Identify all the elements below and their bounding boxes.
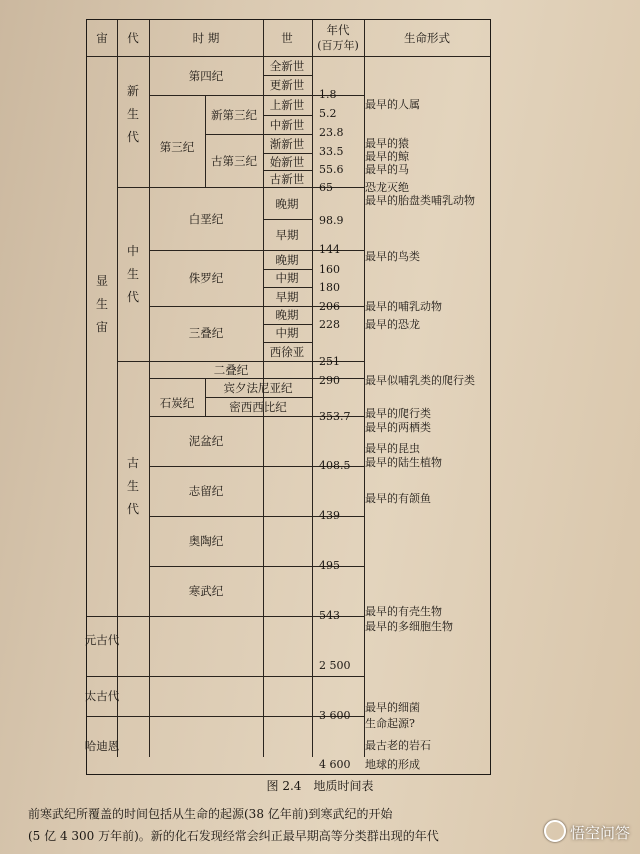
body-text-line: (5 亿 4 300 万年前)。新的化石发现经常会纠正最早期高等分类群出现的年代 <box>28 829 439 843</box>
age-value: 33.5 <box>319 145 344 158</box>
life-entry: 最古老的岩石 <box>365 739 431 752</box>
header-epoch: 世 <box>281 31 293 45</box>
age-value: 55.6 <box>319 163 344 176</box>
period-permian: 二叠纪 <box>213 363 249 377</box>
neogene-boundary <box>205 134 312 135</box>
period-tertiary: 第三纪 <box>159 140 195 154</box>
period-silurian: 志留纪 <box>188 484 224 498</box>
pennsylvanian-boundary <box>205 397 312 398</box>
life-entry: 最早的细菌 <box>365 701 420 714</box>
watermark-text: 悟空问答 <box>569 824 630 842</box>
age-value: 144 <box>319 243 340 256</box>
era-paleozoic: 古生代 <box>126 456 139 516</box>
age-value: 543 <box>319 609 340 622</box>
header-rule <box>87 56 490 57</box>
period-cambrian: 寒武纪 <box>188 584 224 598</box>
age-value: 1.8 <box>319 88 337 101</box>
epoch-miocene: 中新世 <box>269 118 305 132</box>
header-age: 年代 <box>326 23 350 37</box>
period-paleogene: 古第三纪 <box>211 154 257 168</box>
epoch-paleocene: 古新世 <box>269 172 305 186</box>
period-jurassic: 侏罗纪 <box>188 271 224 285</box>
geologic-time-table <box>86 19 491 775</box>
age-value: 65 <box>319 181 333 194</box>
epoch-oligocene: 渐新世 <box>269 137 305 151</box>
age-value: 160 <box>319 263 340 276</box>
period-carboniferous: 石炭纪 <box>159 396 195 410</box>
body-text-line: 前寒武纪所覆盖的时间包括从生命的起源(38 亿年前)到寒武纪的开始 <box>28 807 393 821</box>
life-entry: 恐龙灭绝 <box>365 181 409 194</box>
epoch-pleistocene: 更新世 <box>269 78 305 92</box>
age-value: 206 <box>319 300 340 313</box>
eon-hadean: 哈迪恩 <box>84 739 120 753</box>
age-value: 228 <box>319 318 340 331</box>
epoch-triassic-west: 西徐亚 <box>269 345 305 359</box>
tertiary-sub-divider <box>205 95 206 187</box>
period-triassic: 三叠纪 <box>188 326 224 340</box>
epoch-line <box>263 170 312 171</box>
life-entry: 最早的鲸 <box>365 150 409 163</box>
header-period: 时 期 <box>192 31 220 45</box>
epoch-eocene: 始新世 <box>269 155 305 169</box>
life-entry: 最早的陆生植物 <box>365 456 442 469</box>
life-entry: 最早的昆虫 <box>365 442 420 455</box>
age-value: 3 600 <box>319 709 351 722</box>
epoch-col-divider <box>312 20 313 757</box>
epoch-line <box>263 269 312 270</box>
epoch-line <box>263 324 312 325</box>
epoch-line <box>263 75 312 76</box>
wukong-logo-icon <box>544 820 566 842</box>
watermark <box>544 820 630 843</box>
life-entry: 最早的有颌鱼 <box>365 492 431 505</box>
age-value: 23.8 <box>319 126 344 139</box>
epoch-jurassic-late: 晚期 <box>275 253 299 267</box>
age-value: 251 <box>319 355 340 368</box>
age-value: 495 <box>319 559 340 572</box>
epoch-line <box>263 287 312 288</box>
header-era: 代 <box>127 31 139 45</box>
epoch-pliocene: 上新世 <box>269 98 305 112</box>
life-entry: 最早的爬行类 <box>365 407 431 420</box>
period-devonian: 泥盆纪 <box>188 434 224 448</box>
life-entry: 最早的两栖类 <box>365 421 431 434</box>
age-value: 180 <box>319 281 340 294</box>
figure-caption: 图 2.4 地质时间表 <box>266 779 374 793</box>
life-entry: 最早似哺乳类的爬行类 <box>365 374 475 387</box>
epoch-line <box>263 219 312 220</box>
proterozoic-boundary <box>87 676 364 677</box>
life-entry: 最早的多细胞生物 <box>365 620 453 633</box>
epoch-triassic-middle: 中期 <box>275 326 299 340</box>
life-entry: 最早的有壳生物 <box>365 605 442 618</box>
epoch-holocene: 全新世 <box>269 59 305 73</box>
epoch-line <box>263 342 312 343</box>
age-value: 439 <box>319 509 340 522</box>
period-neogene: 新第三纪 <box>211 108 257 122</box>
epoch-triassic-late: 晚期 <box>275 308 299 322</box>
eon-phanerozoic: 显生宙 <box>95 274 108 334</box>
age-value: 5.2 <box>319 107 337 120</box>
epoch-line <box>263 115 312 116</box>
era-col-divider <box>149 20 150 757</box>
epoch-jurassic-middle: 中期 <box>275 271 299 285</box>
period-pennsylvanian: 宾夕法尼亚纪 <box>223 381 293 395</box>
epoch-cretaceous-early: 早期 <box>275 228 299 242</box>
era-cenozoic: 新生代 <box>126 84 139 144</box>
age-value: 353.7 <box>319 410 351 423</box>
life-entry: 最早的人属 <box>365 98 420 111</box>
age-value: 408.5 <box>319 459 351 472</box>
eon-archean: 太古代 <box>84 689 120 703</box>
life-entry: 最早的猿 <box>365 137 409 150</box>
period-quaternary: 第四纪 <box>188 69 224 83</box>
period-mississippian: 密西西比纪 <box>229 400 287 414</box>
age-value: 290 <box>319 374 340 387</box>
age-col-divider <box>364 20 365 757</box>
header-life: 生命形式 <box>404 31 450 45</box>
life-entry: 最早的恐龙 <box>365 318 420 331</box>
period-ordovician: 奥陶纪 <box>188 534 224 548</box>
age-value: 4 600 <box>319 758 351 771</box>
life-entry: 地球的形成 <box>365 758 420 771</box>
header-eon: 宙 <box>96 31 108 45</box>
life-entry: 最早的马 <box>365 163 409 176</box>
epoch-line <box>263 153 312 154</box>
eon-proterozoic: 元古代 <box>84 633 120 647</box>
header-age-unit: (百万年) <box>317 39 359 52</box>
era-mesozoic: 中生代 <box>126 244 139 304</box>
life-entry: 最早的鸟类 <box>365 250 420 263</box>
age-value: 2 500 <box>319 659 351 672</box>
epoch-cretaceous-late: 晚期 <box>275 197 299 211</box>
life-entry: 最早的胎盘类哺乳动物 <box>365 194 475 207</box>
epoch-jurassic-early: 早期 <box>275 290 299 304</box>
age-value: 98.9 <box>319 214 344 227</box>
period-cretaceous: 白垩纪 <box>188 212 224 226</box>
life-entry: 生命起源? <box>365 717 415 730</box>
life-entry: 最早的哺乳动物 <box>365 300 442 313</box>
